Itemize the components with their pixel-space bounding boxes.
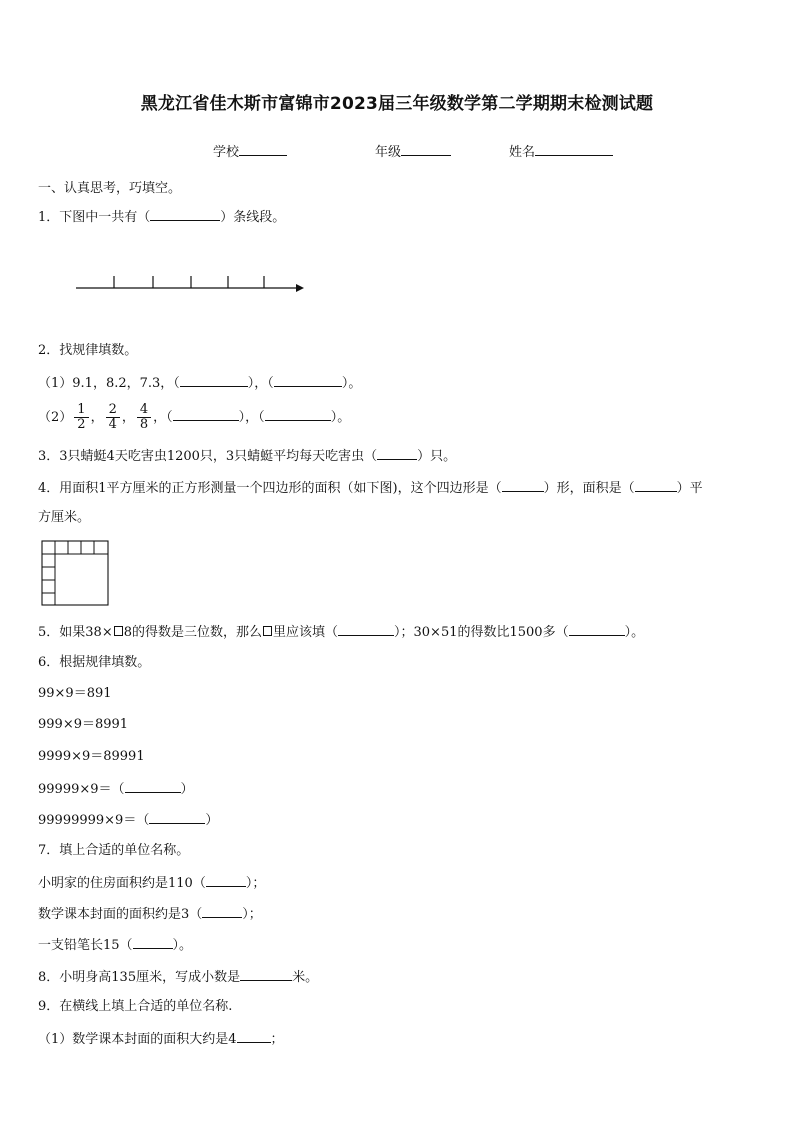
blank-square-icon <box>263 626 272 636</box>
q5-text-c: 里应该填（ <box>273 625 339 640</box>
question-4 <box>38 479 703 497</box>
q2-p1-end: ）。 <box>341 376 362 391</box>
line-segment-figure <box>70 270 310 298</box>
q2-p1-blank-1[interactable] <box>180 374 248 387</box>
q4-text-a: 4．用面积1平方厘米的正方形测量一个四边形的面积（如下图)，这个四边形是（ <box>38 481 502 496</box>
question-4-line-2: 方厘米。 <box>38 510 91 525</box>
area-measure-figure <box>40 539 112 609</box>
school-blank[interactable] <box>239 143 287 156</box>
q5-text-e: ）。 <box>624 625 645 640</box>
q2-p1-prefix: （1）9.1，8.2，7.3，（ <box>38 376 180 391</box>
q4-shape-blank[interactable] <box>502 479 544 492</box>
fraction: $\frac{2}{4}$ <box>106 403 120 432</box>
q5-text-b: 8的得数是三位数，那么 <box>123 625 262 640</box>
q6-pattern-line: 999×9＝8991 <box>38 717 129 732</box>
q3-text-a: 3．3只蜻蜓4天吃害虫1200只，3只蜻蜓平均每天吃害虫（ <box>38 449 378 464</box>
q5-text-a: 5．如果38× <box>38 625 113 640</box>
q1-text-a: 1．下图中一共有（ <box>38 210 151 225</box>
question-2-part-2: （2） $\frac{1}{2}$ ， $\frac{2}{4}$ ， $\frac{4}{8}$ ，（ ），（ ）。 <box>38 402 351 432</box>
q7-line-2: 数学课本封面的面积约是3（ ）； <box>38 907 262 922</box>
q9-line-1: （1）数学课本封面的面积大约是4 ； <box>38 1032 284 1047</box>
question-8: 8．小明身高135厘米，写成小数是 米。 <box>38 970 319 985</box>
section1-heading: 一、认真思考，巧填空。 <box>38 181 182 196</box>
grade-blank[interactable] <box>401 143 451 156</box>
q2-p2-mid-a: ，（ <box>153 410 173 425</box>
q2-p2-prefix: （2） <box>38 410 73 425</box>
q4-text-c: ）平 <box>676 481 703 496</box>
question-9: 9．在横线上填上合适的单位名称. <box>38 999 233 1014</box>
q5-digit-blank[interactable] <box>338 623 394 636</box>
q5-text-d: ）；30×51的得数比1500多（ <box>394 625 569 640</box>
question-2-part-1 <box>38 374 361 392</box>
name-label: 姓名 <box>509 145 536 160</box>
page-title: 黑龙江省佳木斯市富锦市2023届三年级数学第二学期期末检测试题 <box>140 94 654 114</box>
q7-blank-3[interactable] <box>133 936 173 949</box>
blank-square-icon <box>114 626 123 636</box>
q6-line-5: 99999999×9＝（ ） <box>38 813 219 828</box>
name-blank[interactable] <box>535 143 613 156</box>
school-label: 学校 <box>213 145 240 160</box>
school-field <box>213 141 287 160</box>
name-field <box>509 141 613 160</box>
q6-line-4: 99999×9＝（ ） <box>38 782 194 797</box>
q2-p2-blank-2[interactable] <box>265 408 331 421</box>
q2-p1-mid: ），（ <box>247 376 274 391</box>
fraction: $\frac{4}{8}$ <box>137 403 151 432</box>
q7-blank-2[interactable] <box>202 905 242 918</box>
question-7: 7．填上合适的单位名称。 <box>38 843 190 858</box>
fraction: $\frac{1}{2}$ <box>74 403 88 432</box>
q7-blank-1[interactable] <box>206 874 246 887</box>
q6-blank-2[interactable] <box>149 811 205 824</box>
q3-text-b: ）只。 <box>417 449 457 464</box>
q4-area-blank[interactable] <box>635 479 677 492</box>
q2-p2-end: ）。 <box>330 410 351 425</box>
arrow-head-icon <box>296 284 304 292</box>
q2-p1-blank-2[interactable] <box>274 374 342 387</box>
quadrilateral-outline <box>42 541 108 605</box>
q2-p2-blank-1[interactable] <box>173 408 239 421</box>
q1-text-b: ）条线段。 <box>220 210 286 225</box>
q7-line-1: 小明家的住房面积约是110（ ）； <box>38 876 266 891</box>
question-5 <box>38 623 644 641</box>
q4-text-b: ）形，面积是（ <box>543 481 635 496</box>
grade-field <box>375 141 451 160</box>
q9-answer-blank[interactable] <box>237 1030 271 1043</box>
q5-diff-blank[interactable] <box>569 623 625 636</box>
q2-p2-mid-b: ），（ <box>238 410 265 425</box>
question-1 <box>38 208 285 226</box>
question-2: 2．找规律填数。 <box>38 343 138 358</box>
question-3 <box>38 447 456 465</box>
q7-line-3: 一支铅笔长15（ ）。 <box>38 938 193 953</box>
q6-pattern-line: 9999×9＝89991 <box>38 749 145 764</box>
q6-blank-1[interactable] <box>125 780 181 793</box>
question-6: 6．根据规律填数。 <box>38 655 151 670</box>
q6-pattern-line: 99×9＝891 <box>38 686 112 701</box>
q3-answer-blank[interactable] <box>377 447 417 460</box>
q8-answer-blank[interactable] <box>240 968 292 981</box>
q1-answer-blank[interactable] <box>150 208 220 221</box>
grade-label: 年级 <box>375 145 402 160</box>
